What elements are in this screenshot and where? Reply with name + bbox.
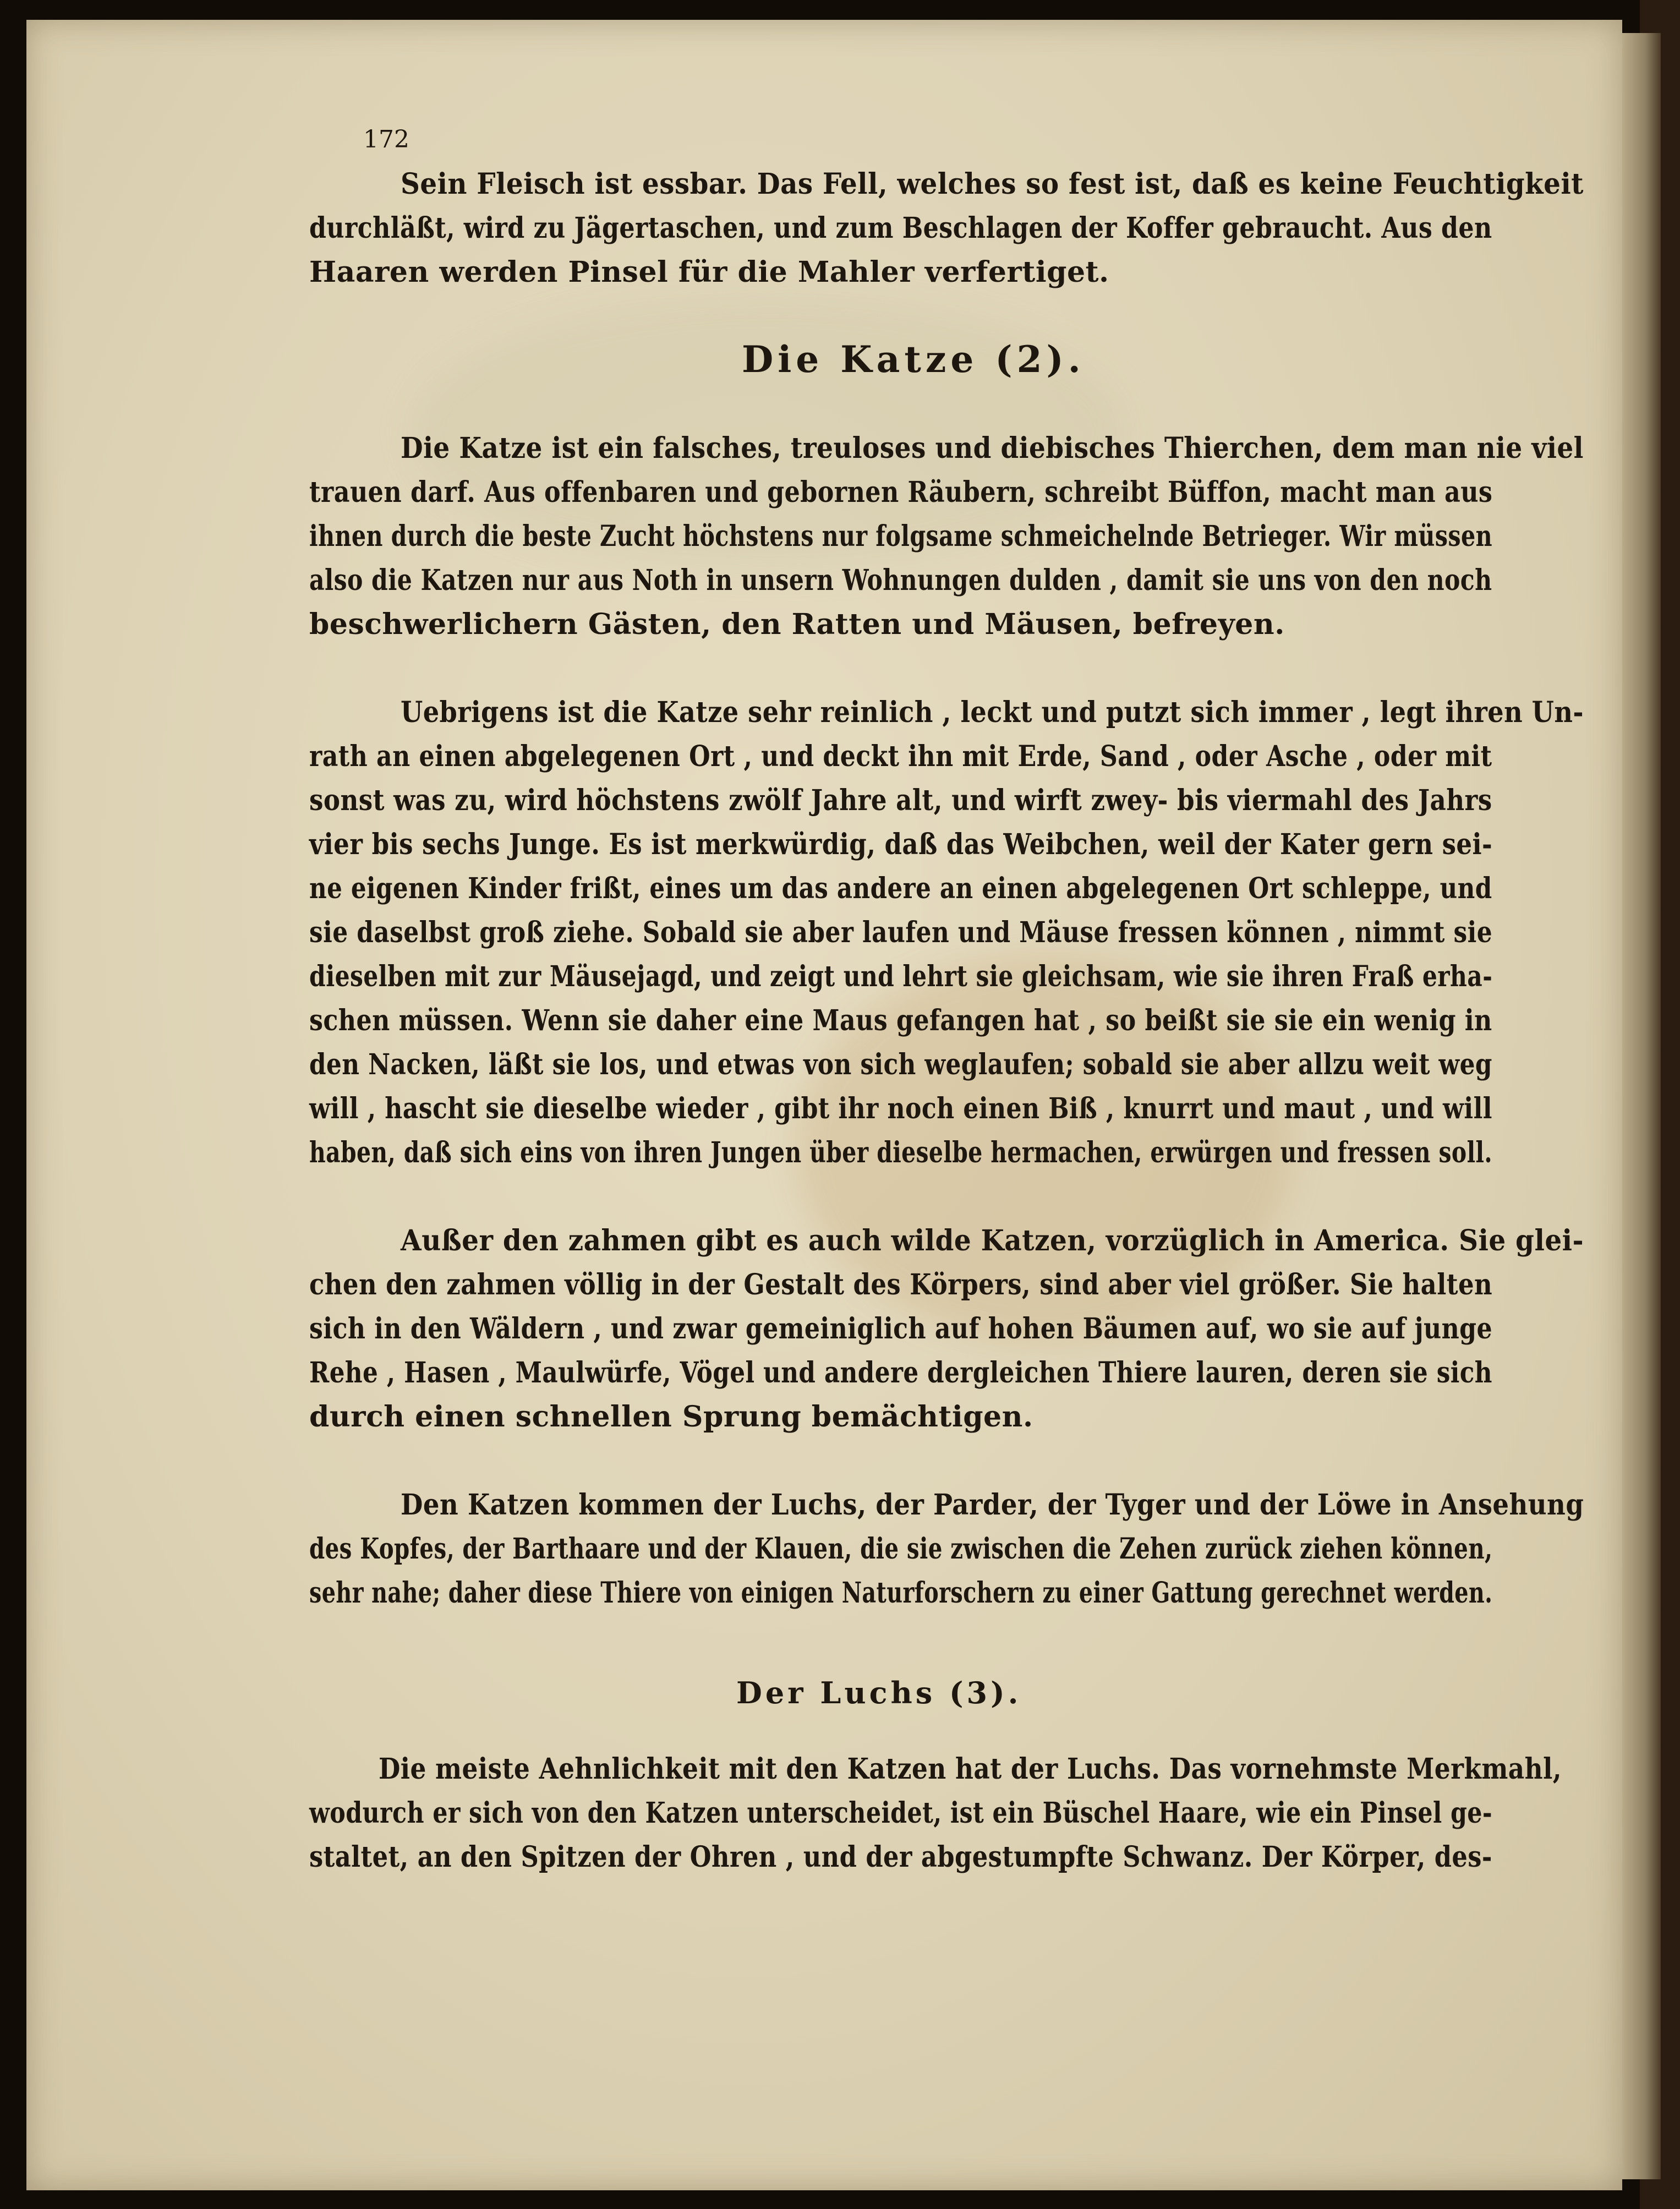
text-line: ne eigenen Kinder frißt, eines um das andere an einen abgelegenen Ort schleppe, und xyxy=(309,872,1492,905)
text-line: Uebrigens ist die Katze sehr reinlich , leckt und putzt sich immer , legt ihren Un- xyxy=(401,696,1584,729)
section-heading-katze: Die Katze (2). xyxy=(742,338,1085,381)
text-line: durchläßt, wird zu Jägertaschen, und zum Beschlagen der Koffer gebraucht. Aus den xyxy=(309,211,1492,245)
text-line: Haaren werden Pinsel für die Mahler verfertiget. xyxy=(309,255,1109,289)
text-line: Sein Fleisch ist essbar. Das Fell, welches so fest ist, daß es keine Feuchtigkeit xyxy=(401,167,1584,201)
section-heading-luchs: Der Luchs (3). xyxy=(736,1675,1022,1710)
text-line: des Kopfes, der Barthaare und der Klauen, die sie zwischen die Zehen zurück ziehen können, xyxy=(309,1532,1493,1566)
text-line: Außer den zahmen gibt es auch wilde Katzen, vorzüglich in America. Sie glei- xyxy=(401,1224,1584,1257)
text-line: rath an einen abgelegenen Ort , und deckt ihn mit Erde, Sand , oder Asche , oder mit xyxy=(309,740,1492,773)
text-line: sonst was zu, wird höchstens zwölf Jahre alt, und wirft zwey- bis viermahl des Jahrs xyxy=(309,784,1492,817)
page-number: 172 xyxy=(363,125,409,154)
text-line: also die Katzen nur aus Noth in unsern Wohnungen dulden , damit sie uns von den noch xyxy=(309,564,1492,597)
text-line: vier bis sechs Junge. Es ist merkwürdig, daß das Weibchen, weil der Kater gern sei- xyxy=(309,828,1493,861)
text-line: Den Katzen kommen der Luchs, der Parder, der Tyger und der Löwe in Ansehung xyxy=(401,1488,1584,1522)
text-line: sehr nahe; daher diese Thiere von einigen Naturforschern zu einer Gattung gerechnet werden. xyxy=(309,1576,1493,1610)
text-line: chen den zahmen völlig in der Gestalt des Körpers, sind aber viel größer. Sie halten xyxy=(309,1268,1493,1302)
text-line: ihnen durch die beste Zucht höchstens nur folgsame schmeichelnde Betrieger. Wir müssen xyxy=(309,520,1493,553)
text-line: Die Katze ist ein falsches, treuloses und diebisches Thierchen, dem man nie viel xyxy=(401,431,1584,465)
text-line: schen müssen. Wenn sie daher eine Maus gefangen hat , so beißt sie sie ein wenig in xyxy=(309,1004,1492,1037)
text-line: durch einen schnellen Sprung bemächtigen. xyxy=(309,1400,1033,1434)
text-line: Die meiste Aehnlichkeit mit den Katzen hat der Luchs. Das vornehmste Merkmahl, xyxy=(379,1752,1562,1786)
text-line: haben, daß sich eins von ihren Jungen über dieselbe hermachen, erwürgen und fressen soll. xyxy=(309,1136,1493,1169)
text-line: beschwerlichern Gästen, den Ratten und Mäusen, befreyen. xyxy=(309,608,1285,641)
text-line: wodurch er sich von den Katzen unterscheidet, ist ein Büschel Haare, wie ein Pinsel ge- xyxy=(309,1796,1493,1830)
text-line: den Nacken, läßt sie los, und etwas von sich weglaufen; sobald sie aber allzu weit weg xyxy=(309,1048,1492,1081)
book-page xyxy=(26,20,1622,2190)
text-line: sich in den Wäldern , und zwar gemeiniglich auf hohen Bäumen auf, wo sie auf junge xyxy=(309,1312,1493,1346)
text-line: sie daselbst groß ziehe. Sobald sie aber laufen und Mäuse fressen können , nimmt sie xyxy=(309,916,1493,949)
text-line: Rehe , Hasen , Maulwürfe, Vögel und andere dergleichen Thiere lauren, deren sie sich xyxy=(309,1356,1492,1390)
text-line: staltet, an den Spitzen der Ohren , und der abgestumpfte Schwanz. Der Körper, des- xyxy=(309,1840,1492,1874)
text-line: will , hascht sie dieselbe wieder , gibt ihr noch einen Biß , knurrt und maut , und will xyxy=(309,1092,1492,1125)
page-edge xyxy=(1622,33,1661,2179)
text-line: trauen darf. Aus offenbaren und gebornen Räubern, schreibt Büffon, macht man aus xyxy=(309,475,1493,509)
text-line: dieselben mit zur Mäusejagd, und zeigt und lehrt sie gleichsam, wie sie ihren Fraß erha- xyxy=(309,960,1493,993)
